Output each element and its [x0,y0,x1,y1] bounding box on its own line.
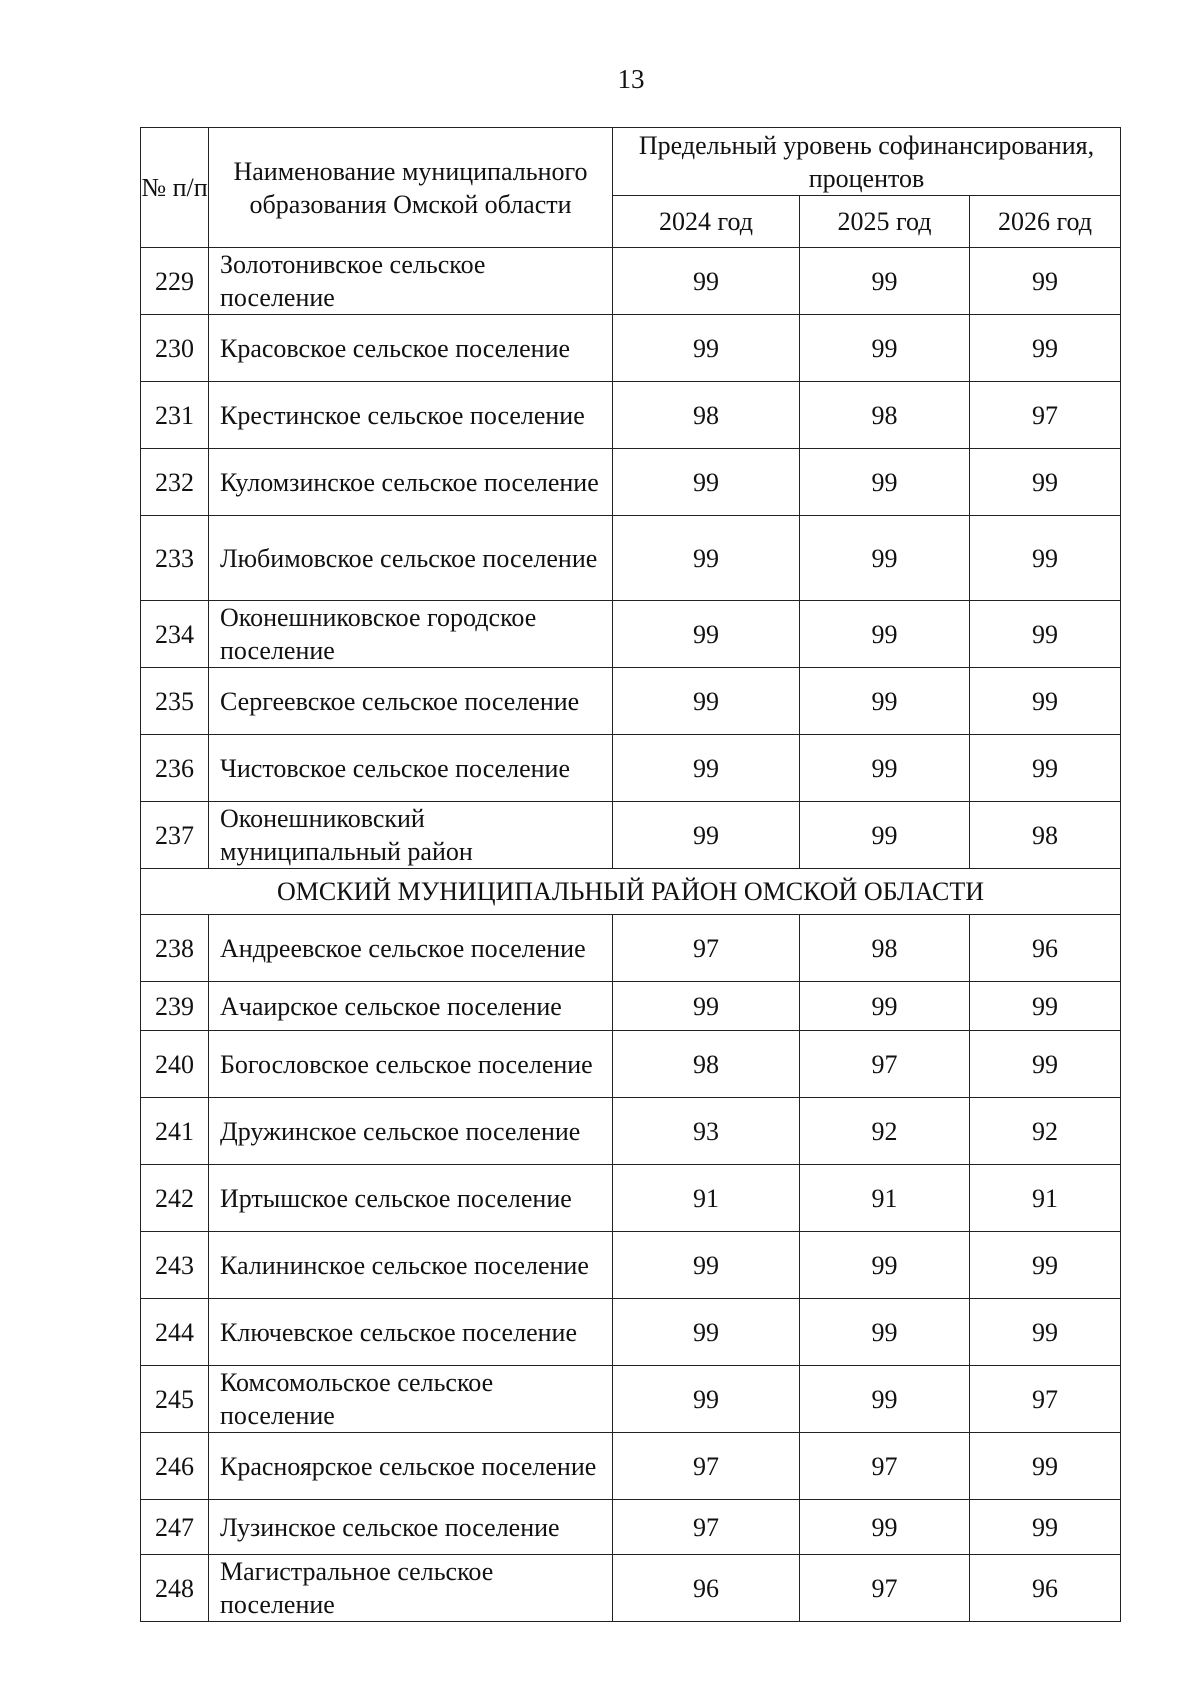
municipality-name: Ачаирское сельское поселение [209,982,613,1031]
table-header [141,128,1121,248]
row-number: 238 [141,915,209,982]
value-2025: 99 [800,1500,970,1555]
value-2026: 99 [970,516,1121,601]
table-row [141,449,1121,516]
table-row [141,1555,1121,1622]
table-body [141,248,1121,1622]
value-2025: 99 [800,668,970,735]
value-2025: 92 [800,1098,970,1165]
municipality-name: Магистральное сельское поселение [209,1555,613,1622]
value-2026: 99 [970,449,1121,516]
municipality-name: Иртышское сельское поселение [209,1165,613,1232]
value-2025: 99 [800,1299,970,1366]
value-2024: 99 [613,248,800,315]
municipality-name: Крестинское сельское поселение [209,382,613,449]
table-row [141,516,1121,601]
table-row [141,1232,1121,1299]
value-2026: 99 [970,982,1121,1031]
value-2025: 99 [800,1232,970,1299]
value-2025: 97 [800,1433,970,1500]
value-2026: 99 [970,1500,1121,1555]
value-2024: 99 [613,449,800,516]
value-2024: 99 [613,802,800,869]
table-row [141,601,1121,668]
value-2026: 99 [970,248,1121,315]
row-number: 247 [141,1500,209,1555]
value-2025: 99 [800,315,970,382]
row-number: 245 [141,1366,209,1433]
value-2026: 99 [970,735,1121,802]
header-municipality: Наименование муниципального образования Омской области [209,128,613,248]
row-number: 239 [141,982,209,1031]
value-2026: 96 [970,1555,1121,1622]
value-2024: 96 [613,1555,800,1622]
table-row [141,315,1121,382]
value-2025: 98 [800,915,970,982]
value-2024: 97 [613,1500,800,1555]
value-2025: 91 [800,1165,970,1232]
value-2026: 91 [970,1165,1121,1232]
municipality-name: Чистовское сельское поселение [209,735,613,802]
municipality-name: Куломзинское сельское поселение [209,449,613,516]
value-2024: 99 [613,1366,800,1433]
value-2026: 92 [970,1098,1121,1165]
municipality-name: Красноярское сельское поселение [209,1433,613,1500]
page-number: 13 [617,64,645,94]
value-2025: 99 [800,1366,970,1433]
municipality-name: Дружинское сельское поселение [209,1098,613,1165]
municipality-name: Лузинское сельское поселение [209,1500,613,1555]
value-2024: 93 [613,1098,800,1165]
table-row [141,1366,1121,1433]
section-row [141,869,1121,915]
row-number: 230 [141,315,209,382]
row-number: 236 [141,735,209,802]
value-2024: 97 [613,1433,800,1500]
municipality-name: Комсомольское сельское поселение [209,1366,613,1433]
row-number: 244 [141,1299,209,1366]
row-number: 246 [141,1433,209,1500]
value-2025: 99 [800,449,970,516]
row-number: 235 [141,668,209,735]
row-number: 234 [141,601,209,668]
value-2024: 98 [613,1031,800,1098]
table-row [141,982,1121,1031]
table-row [141,1299,1121,1366]
municipality-name: Оконешниковское городское поселение [209,601,613,668]
value-2024: 98 [613,382,800,449]
value-2025: 99 [800,802,970,869]
row-number: 231 [141,382,209,449]
header-number: № п/п [141,128,209,248]
value-2024: 97 [613,915,800,982]
value-2025: 99 [800,982,970,1031]
table-row [141,382,1121,449]
row-number: 237 [141,802,209,869]
municipality-name: Ключевское сельское поселение [209,1299,613,1366]
value-2026: 96 [970,915,1121,982]
value-2026: 99 [970,668,1121,735]
value-2026: 99 [970,601,1121,668]
table-row [141,1500,1121,1555]
cofinancing-table [140,127,1121,1622]
value-2025: 99 [800,735,970,802]
header-cofinancing-level: Предельный уровень софинансирования, процентов [613,128,1121,196]
value-2026: 99 [970,315,1121,382]
value-2024: 99 [613,516,800,601]
municipality-name: Андреевское сельское поселение [209,915,613,982]
value-2025: 99 [800,248,970,315]
header-year-2026: 2026 год [970,196,1121,248]
value-2024: 99 [613,1299,800,1366]
value-2025: 98 [800,382,970,449]
value-2025: 99 [800,601,970,668]
municipality-name: Калининское сельское поселение [209,1232,613,1299]
value-2026: 97 [970,1366,1121,1433]
value-2024: 99 [613,1232,800,1299]
table-row [141,668,1121,735]
value-2026: 99 [970,1433,1121,1500]
row-number: 229 [141,248,209,315]
table-row [141,915,1121,982]
value-2026: 97 [970,382,1121,449]
table-row [141,1165,1121,1232]
municipality-name: Золотонивское сельское поселение [209,248,613,315]
row-number: 233 [141,516,209,601]
header-year-2024: 2024 год [613,196,800,248]
row-number: 242 [141,1165,209,1232]
row-number: 248 [141,1555,209,1622]
table-row [141,802,1121,869]
value-2024: 99 [613,668,800,735]
municipality-name: Красовское сельское поселение [209,315,613,382]
municipality-name: Любимовское сельское поселение [209,516,613,601]
value-2026: 98 [970,802,1121,869]
value-2025: 97 [800,1555,970,1622]
value-2026: 99 [970,1299,1121,1366]
value-2025: 99 [800,516,970,601]
row-number: 240 [141,1031,209,1098]
table-row [141,1433,1121,1500]
row-number: 243 [141,1232,209,1299]
header-year-2025: 2025 год [800,196,970,248]
table-row [141,248,1121,315]
value-2024: 99 [613,315,800,382]
municipality-name: Богословское сельское поселение [209,1031,613,1098]
table-row [141,1031,1121,1098]
value-2024: 99 [613,982,800,1031]
table-row [141,735,1121,802]
value-2024: 99 [613,601,800,668]
municipality-name: Оконешниковский муниципальный район [209,802,613,869]
row-number: 241 [141,1098,209,1165]
section-title: ОМСКИЙ МУНИЦИПАЛЬНЫЙ РАЙОН ОМСКОЙ ОБЛАСТИ [141,869,1121,915]
value-2026: 99 [970,1031,1121,1098]
value-2025: 97 [800,1031,970,1098]
value-2024: 99 [613,735,800,802]
table-row [141,1098,1121,1165]
row-number: 232 [141,449,209,516]
municipality-name: Сергеевское сельское поселение [209,668,613,735]
value-2024: 91 [613,1165,800,1232]
value-2026: 99 [970,1232,1121,1299]
